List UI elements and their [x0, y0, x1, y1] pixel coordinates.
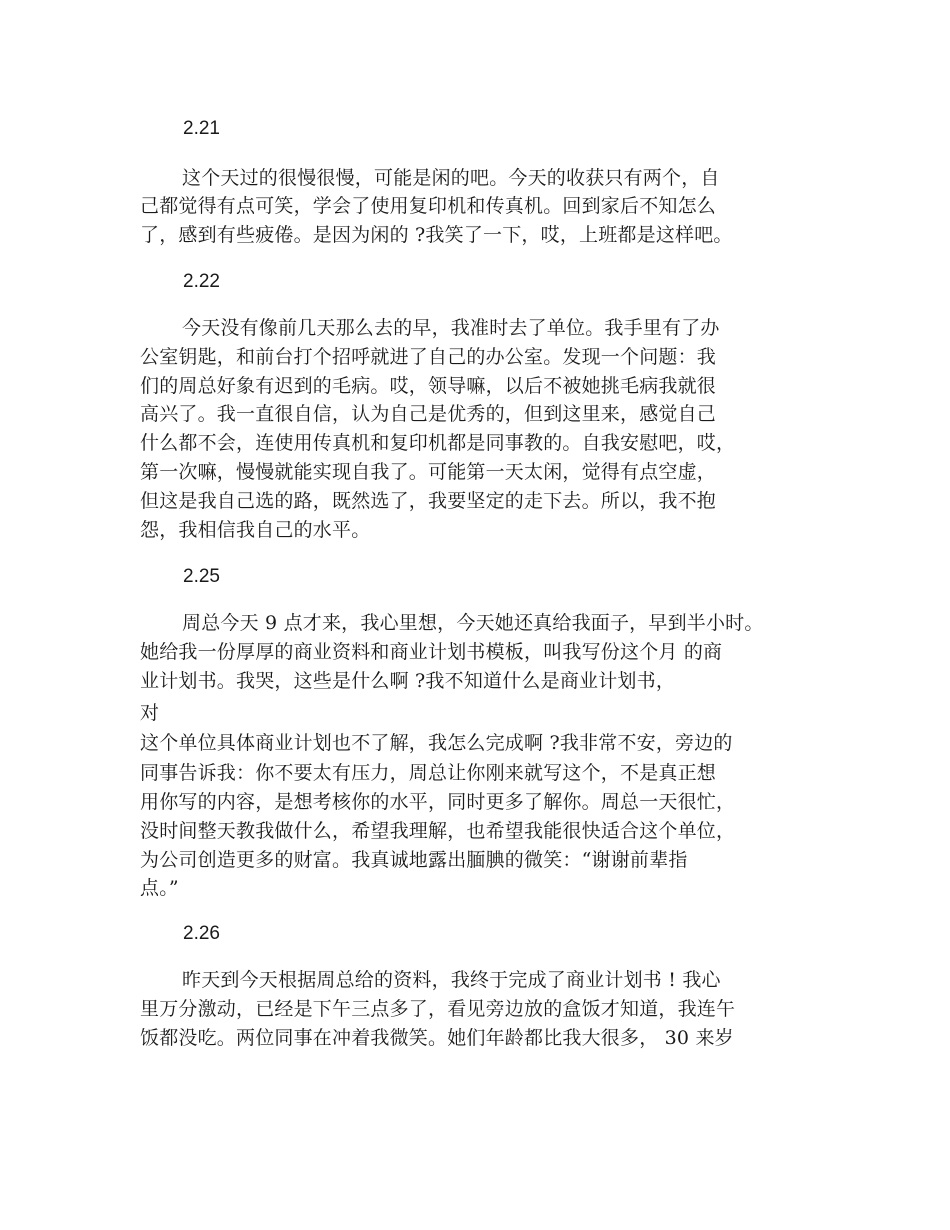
paragraph-line: 这个单位具体商业计划也不了解，我怎么完成啊 ?我非常不安，旁边的 [140, 732, 733, 754]
paragraph-line: 昨天到今天根据周总给的资料，我终于完成了商业计划书 ! 我心 [182, 969, 721, 991]
paragraph-line: 了，感到有些疲倦。是因为闲的 ?我笑了一下，哎，上班都是这样吧。 [140, 224, 733, 246]
paragraph-line: 里万分激动，已经是下午三点多了，看见旁边放的盒饭才知道，我连午 [140, 998, 736, 1020]
paragraph-line: 己都觉得有点可笑，学会了使用复印机和传真机。回到家后不知怎么 [140, 195, 717, 217]
entry-date: 2.22 [183, 271, 220, 292]
paragraph-line: 怨，我相信我自己的水平。 [140, 519, 371, 541]
paragraph-line: 这个天过的很慢很慢，可能是闲的吧。今天的收获只有两个，自 [182, 167, 720, 189]
paragraph-line: 们的周总好象有迟到的毛病。哎，领导嘛，以后不被她挑毛病我就很 [140, 375, 717, 397]
paragraph-line: 高兴了。我一直很自信，认为自己是优秀的，但到这里来，感觉自己 [140, 403, 717, 425]
paragraph-line: 业计划书。我哭，这些是什么啊 ?我不知道什么是商业计划书， [140, 670, 676, 692]
paragraph-line: 同事告诉我：你不要太有压力，周总让你刚来就写这个，不是真正想 [140, 762, 717, 784]
paragraph-line: 第一次嘛，慢慢就能实现自我了。可能第一天太闲，觉得有点空虚， [140, 461, 717, 483]
paragraph-line: 没时间整天教我做什么，希望我理解，也希望我能很快适合这个单位， [140, 820, 736, 842]
paragraph-line: 点。” [140, 877, 179, 899]
paragraph-line: 但这是我自己选的路，既然选了，我要坚定的走下去。所以，我不抱 [140, 490, 717, 512]
entry-date: 2.26 [183, 923, 220, 944]
paragraph-line: 公室钥匙，和前台打个招呼就进了自己的办公室。发现一个问题：我 [140, 346, 717, 368]
paragraph-line: 周总今天 9 点才来，我心里想，今天她还真给我面子，早到半小时。 [182, 612, 764, 634]
paragraph-line: 什么都不会，连使用传真机和复印机都是同事教的。自我安慰吧，哎， [140, 432, 736, 454]
paragraph-line: 对 [140, 702, 160, 724]
paragraph-line: 饭都没吃。两位同事在冲着我微笑。她们年龄都比我大很多， 30 来岁 [140, 1027, 734, 1049]
paragraph-line: 今天没有像前几天那么去的早，我准时去了单位。我手里有了办 [182, 317, 720, 339]
paragraph-line: 为公司创造更多的财富。我真诚地露出腼腆的微笑：“谢谢前辈指 [140, 849, 688, 871]
paragraph-line: 她给我一份厚厚的商业资料和商业计划书模板，叫我写份这个月 的商 [140, 641, 723, 663]
entry-date: 2.21 [183, 118, 220, 139]
entry-date: 2.25 [183, 566, 220, 587]
paragraph-line: 用你写的内容，是想考核你的水平，同时更多了解你。周总一天很忙， [140, 791, 736, 813]
